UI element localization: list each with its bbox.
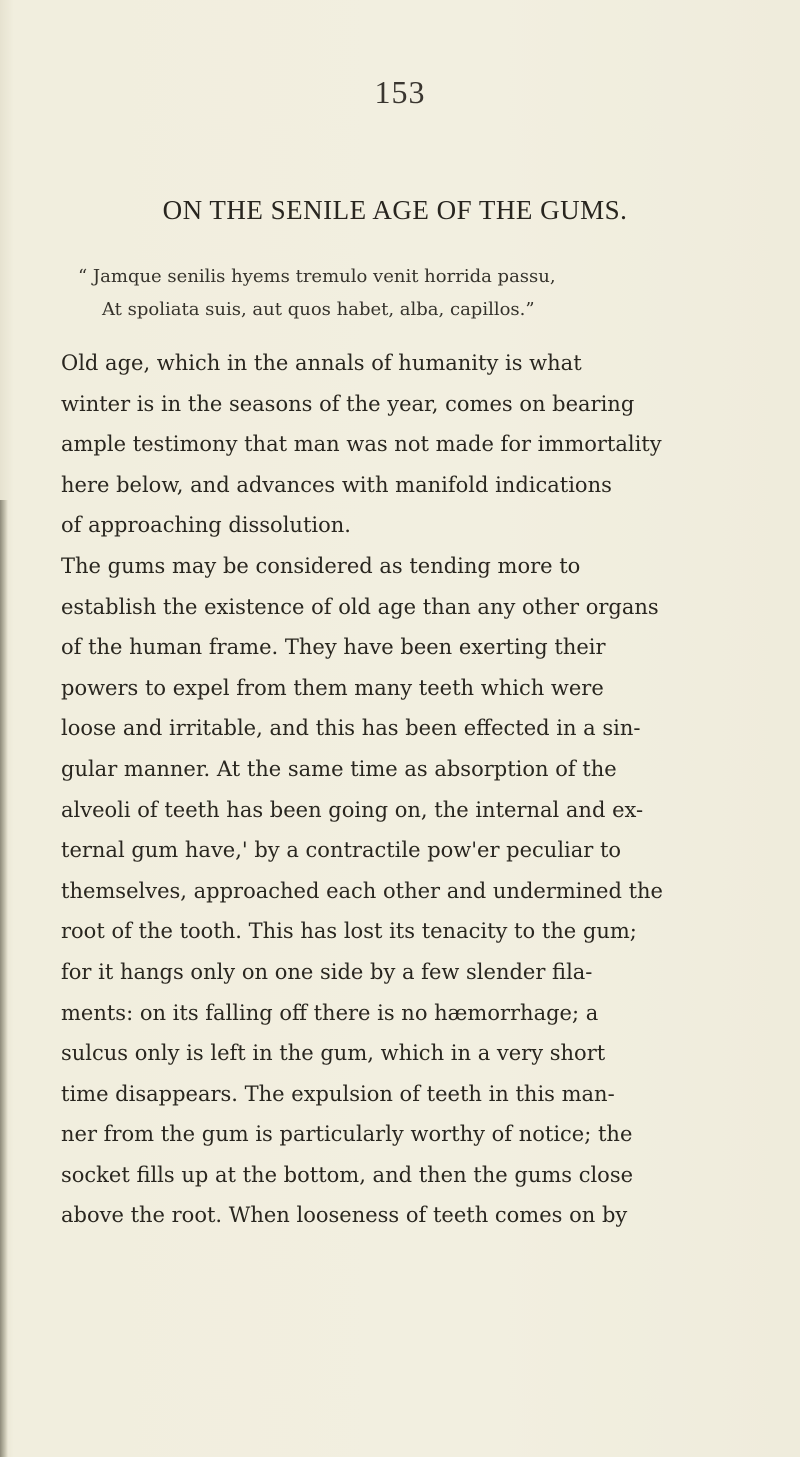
- text-line: time disappears. The expulsion of teeth in this man-: [61, 1081, 615, 1106]
- text-line: sulcus only is left in the gum, which in a very short: [61, 1041, 606, 1066]
- text-line: socket fills up at the bottom, and then the gums close: [61, 1162, 634, 1187]
- chapter-title: ON THE SENILE AGE OF THE GUMS.: [162, 195, 628, 225]
- text-line: of the human frame. They have been exerting their: [61, 635, 606, 660]
- page-number: 153: [374, 74, 426, 110]
- text-line: ternal gum have,' by a contractile pow'er peculiar to: [61, 838, 622, 863]
- text-line: loose and irritable, and this has been effected in a sin-: [61, 716, 641, 741]
- text-line: The gums may be considered as tending more to: [61, 553, 581, 578]
- text-line: Old age, which in the annals of humanity is what: [61, 351, 582, 375]
- text-line: winter is in the seasons of the year, comes on bearing: [61, 391, 635, 416]
- text-line: here below, and advances with manifold indications: [61, 472, 612, 497]
- text-line: themselves, approached each other and undermined the: [61, 878, 663, 903]
- page-gutter-shadow: [0, 500, 8, 1457]
- body-text: [61, 343, 781, 1236]
- text-line: gular manner. At the same time as absorption of the: [61, 756, 617, 781]
- text-line: for it hangs only on one side by a few slender fila-: [61, 959, 593, 984]
- text-line: ner from the gum is particularly worthy of notice; the: [61, 1122, 633, 1147]
- text-line: of approaching dissolution.: [61, 513, 351, 538]
- text-line: establish the existence of old age than any other organs: [61, 594, 659, 619]
- text-line: root of the tooth. This has lost its tenacity to the gum;: [61, 919, 637, 944]
- epigraph-line: “ Jamque senilis hyems tremulo venit horrida passu,: [78, 266, 556, 287]
- text-line: alveoli of teeth has been going on, the internal and ex-: [61, 797, 644, 822]
- text-line: above the root. When looseness of teeth comes on by: [61, 1203, 628, 1228]
- epigraph: [58, 260, 758, 326]
- text-line: powers to expel from them many teeth which were: [61, 675, 604, 700]
- text-line: ments: on its falling off there is no hæmorrhage; a: [61, 1000, 599, 1025]
- text-line: ample testimony that man was not made for immortality: [61, 432, 662, 457]
- epigraph-line: At spoliata suis, aut quos habet, alba, capillos.”: [102, 299, 535, 320]
